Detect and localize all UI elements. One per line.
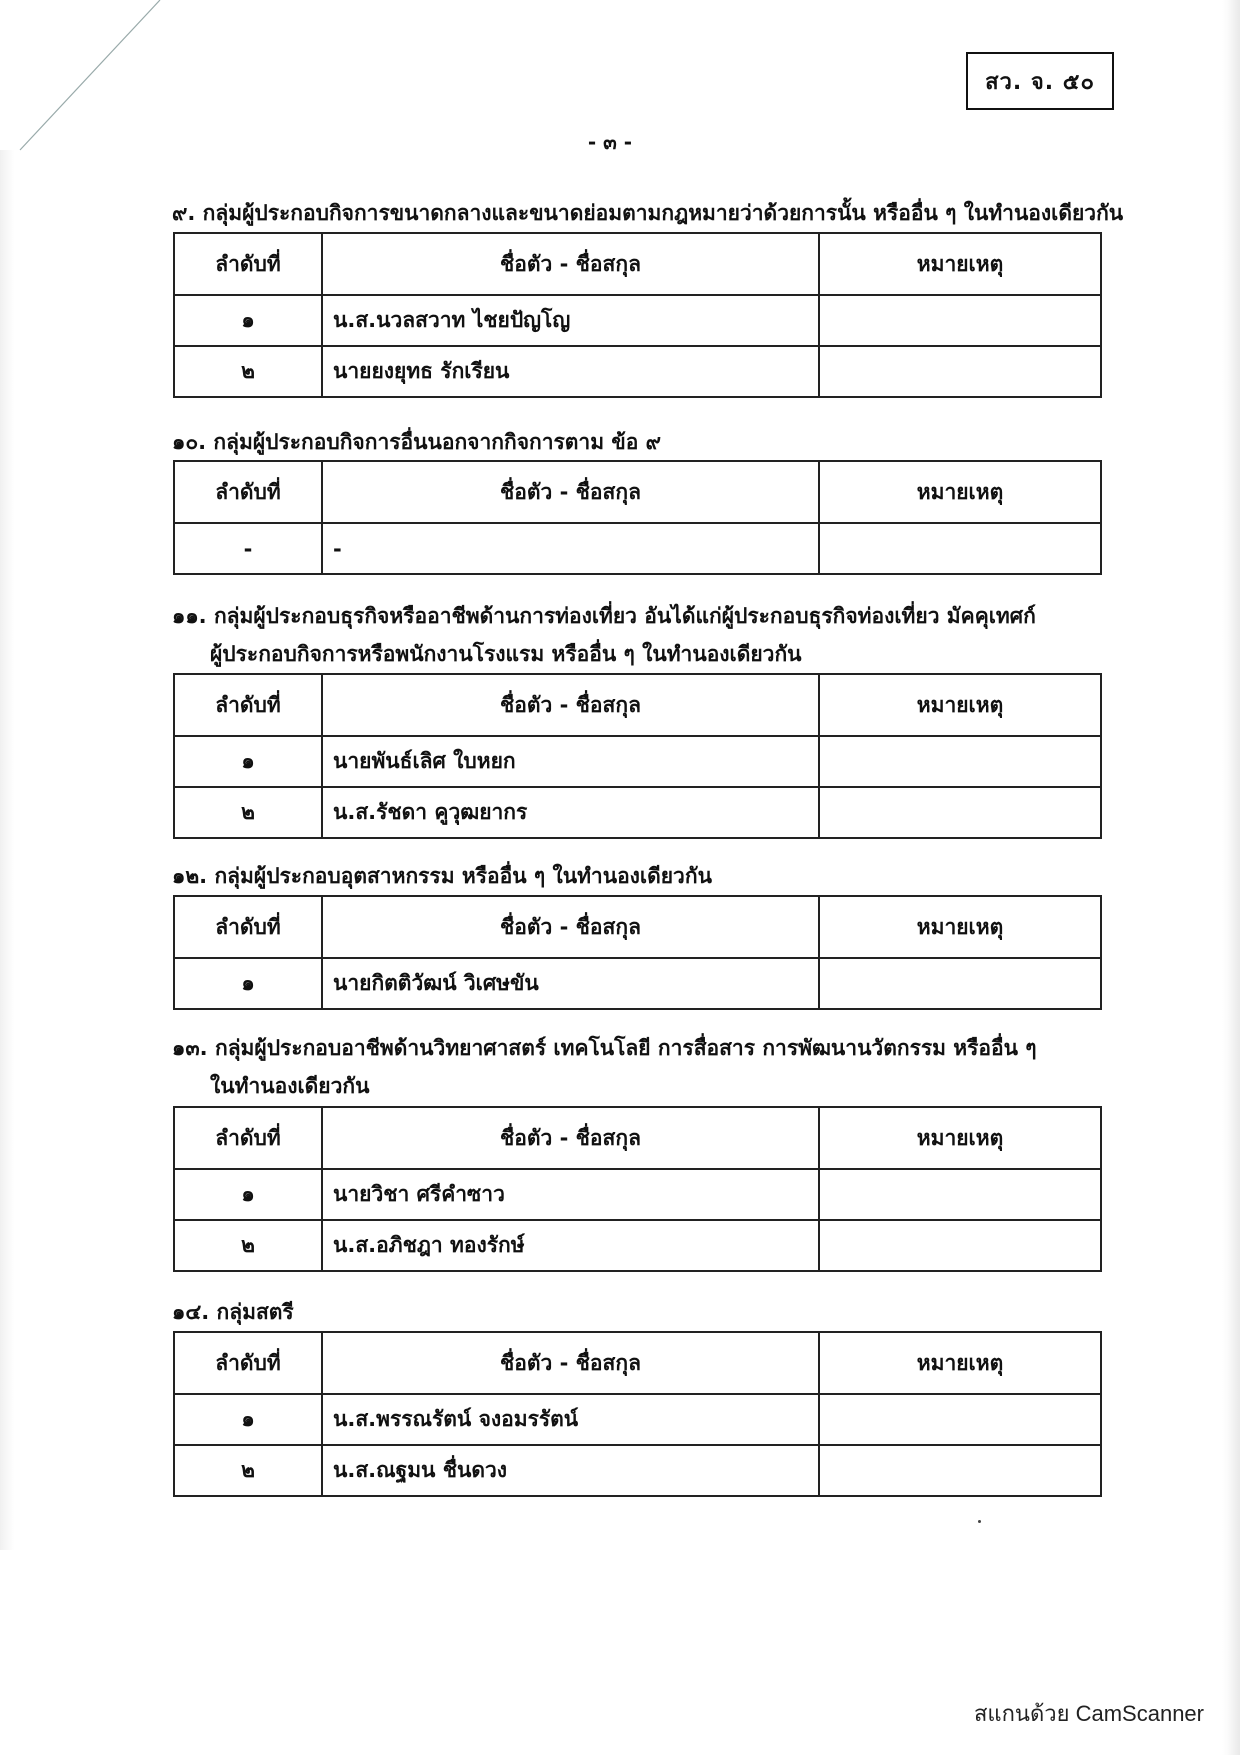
table-row xyxy=(174,1220,1101,1271)
cell-name: นายพันธ์เลิศ ใบหยก xyxy=(322,736,819,787)
cell-remark xyxy=(819,523,1101,574)
member-table xyxy=(173,232,1102,398)
cell-remark xyxy=(819,958,1101,1009)
table-header-row xyxy=(174,1332,1101,1394)
section-heading xyxy=(172,597,1036,673)
section-heading-text: ๑๐. กลุ่มผู้ประกอบกิจการอื่นนอกจากกิจการตาม ข้อ ๙ xyxy=(172,430,662,454)
scan-edge xyxy=(0,150,14,1550)
section-heading-text: ๑๓. กลุ่มผู้ประกอบอาชีพด้านวิทยาศาสตร์ เทคโนโลยี การสื่อสาร การพัฒนานวัตกรรม หรืออื่น ๆ xyxy=(172,1036,1037,1060)
header-remark: หมายเหตุ xyxy=(819,674,1101,736)
header-name: ชื่อตัว - ชื่อสกุล xyxy=(322,674,819,736)
cell-no: ๑ xyxy=(174,1169,322,1220)
header-name: ชื่อตัว - ชื่อสกุล xyxy=(322,1332,819,1394)
member-table xyxy=(173,1106,1102,1272)
cell-name: นายวิชา ศรีคำซาว xyxy=(322,1169,819,1220)
header-remark: หมายเหตุ xyxy=(819,1107,1101,1169)
section-heading-text: ๑๔. กลุ่มสตรี xyxy=(172,1300,294,1324)
table-row xyxy=(174,523,1101,574)
header-no: ลำดับที่ xyxy=(174,1332,322,1394)
header-no: ลำดับที่ xyxy=(174,674,322,736)
cell-no: ๒ xyxy=(174,1445,322,1496)
cell-remark xyxy=(819,1394,1101,1445)
table-row xyxy=(174,736,1101,787)
page-number: - ๓ - xyxy=(587,130,633,154)
cell-name: น.ส.รัชดา คูวุฒยากร xyxy=(322,787,819,838)
table-row xyxy=(174,787,1101,838)
cell-name: น.ส.นวลสวาท ไชยปัญโญ xyxy=(322,295,819,346)
section-heading-text: ๑๑. กลุ่มผู้ประกอบธุรกิจหรืออาชีพด้านการท่องเที่ยว อันได้แก่ผู้ประกอบธุรกิจท่องเที่ยว มัคคุเทศก์ xyxy=(172,604,1036,628)
cell-name: นายกิตติวัฒน์ วิเศษขัน xyxy=(322,958,819,1009)
cell-remark xyxy=(819,787,1101,838)
table-row xyxy=(174,1445,1101,1496)
header-remark: หมายเหตุ xyxy=(819,461,1101,523)
header-no: ลำดับที่ xyxy=(174,896,322,958)
cell-remark xyxy=(819,1220,1101,1271)
section-heading-text-line2: ผู้ประกอบกิจการหรือพนักงานโรงแรม หรืออื่น ๆ ในทำนองเดียวกัน xyxy=(210,642,802,666)
table-header-row xyxy=(174,233,1101,295)
member-table xyxy=(173,895,1102,1010)
table-header-row xyxy=(174,1107,1101,1169)
header-no: ลำดับที่ xyxy=(174,1107,322,1169)
page-fold-mark xyxy=(0,0,180,160)
table-row xyxy=(174,346,1101,397)
scan-speck xyxy=(978,1520,981,1523)
cell-name: น.ส.พรรณรัตน์ จงอมรรัตน์ xyxy=(322,1394,819,1445)
table-header-row xyxy=(174,674,1101,736)
table-header-row xyxy=(174,896,1101,958)
header-remark: หมายเหตุ xyxy=(819,233,1101,295)
table-row xyxy=(174,295,1101,346)
cell-name: น.ส.ณฐมน ชื่นดวง xyxy=(322,1445,819,1496)
cell-no: ๑ xyxy=(174,1394,322,1445)
member-table xyxy=(173,1331,1102,1497)
section-heading-text: ๙. กลุ่มผู้ประกอบกิจการขนาดกลางและขนาดย่อมตามกฎหมายว่าด้วยการนั้น หรืออื่น ๆ ในทำนองเดียวกัน xyxy=(172,201,1124,225)
section-heading xyxy=(172,194,1123,232)
cell-name: นายยงยุทธ รักเรียน xyxy=(322,346,819,397)
table-row xyxy=(174,1169,1101,1220)
header-no: ลำดับที่ xyxy=(174,233,322,295)
member-table xyxy=(173,673,1102,839)
cell-no: - xyxy=(174,523,322,574)
header-name: ชื่อตัว - ชื่อสกุล xyxy=(322,896,819,958)
cell-no: ๒ xyxy=(174,346,322,397)
cell-no: ๒ xyxy=(174,1220,322,1271)
cell-remark xyxy=(819,1445,1101,1496)
section-heading xyxy=(172,857,712,895)
camscanner-watermark: สแกนด้วย CamScanner xyxy=(973,1701,1204,1726)
member-table xyxy=(173,460,1102,575)
section-heading xyxy=(172,1293,294,1331)
cell-remark xyxy=(819,346,1101,397)
header-name: ชื่อตัว - ชื่อสกุล xyxy=(322,233,819,295)
header-no: ลำดับที่ xyxy=(174,461,322,523)
form-code-box: สว. จ. ๕๐ xyxy=(966,52,1114,110)
cell-no: ๒ xyxy=(174,787,322,838)
cell-remark xyxy=(819,295,1101,346)
section-heading xyxy=(172,1029,1037,1105)
section-heading-text: ๑๒. กลุ่มผู้ประกอบอุตสาหกรรม หรืออื่น ๆ ในทำนองเดียวกัน xyxy=(172,864,712,888)
cell-remark xyxy=(819,736,1101,787)
scan-edge xyxy=(1222,0,1240,1755)
cell-remark xyxy=(819,1169,1101,1220)
cell-name: น.ส.อภิชฎา ทองรักษ์ xyxy=(322,1220,819,1271)
table-row xyxy=(174,958,1101,1009)
section-heading xyxy=(172,423,661,461)
cell-no: ๑ xyxy=(174,295,322,346)
table-row xyxy=(174,1394,1101,1445)
header-name: ชื่อตัว - ชื่อสกุล xyxy=(322,1107,819,1169)
cell-no: ๑ xyxy=(174,958,322,1009)
section-heading-text-line2: ในทำนองเดียวกัน xyxy=(210,1074,370,1098)
header-remark: หมายเหตุ xyxy=(819,896,1101,958)
cell-no: ๑ xyxy=(174,736,322,787)
header-name: ชื่อตัว - ชื่อสกุล xyxy=(322,461,819,523)
table-header-row xyxy=(174,461,1101,523)
cell-name: - xyxy=(322,523,819,574)
header-remark: หมายเหตุ xyxy=(819,1332,1101,1394)
